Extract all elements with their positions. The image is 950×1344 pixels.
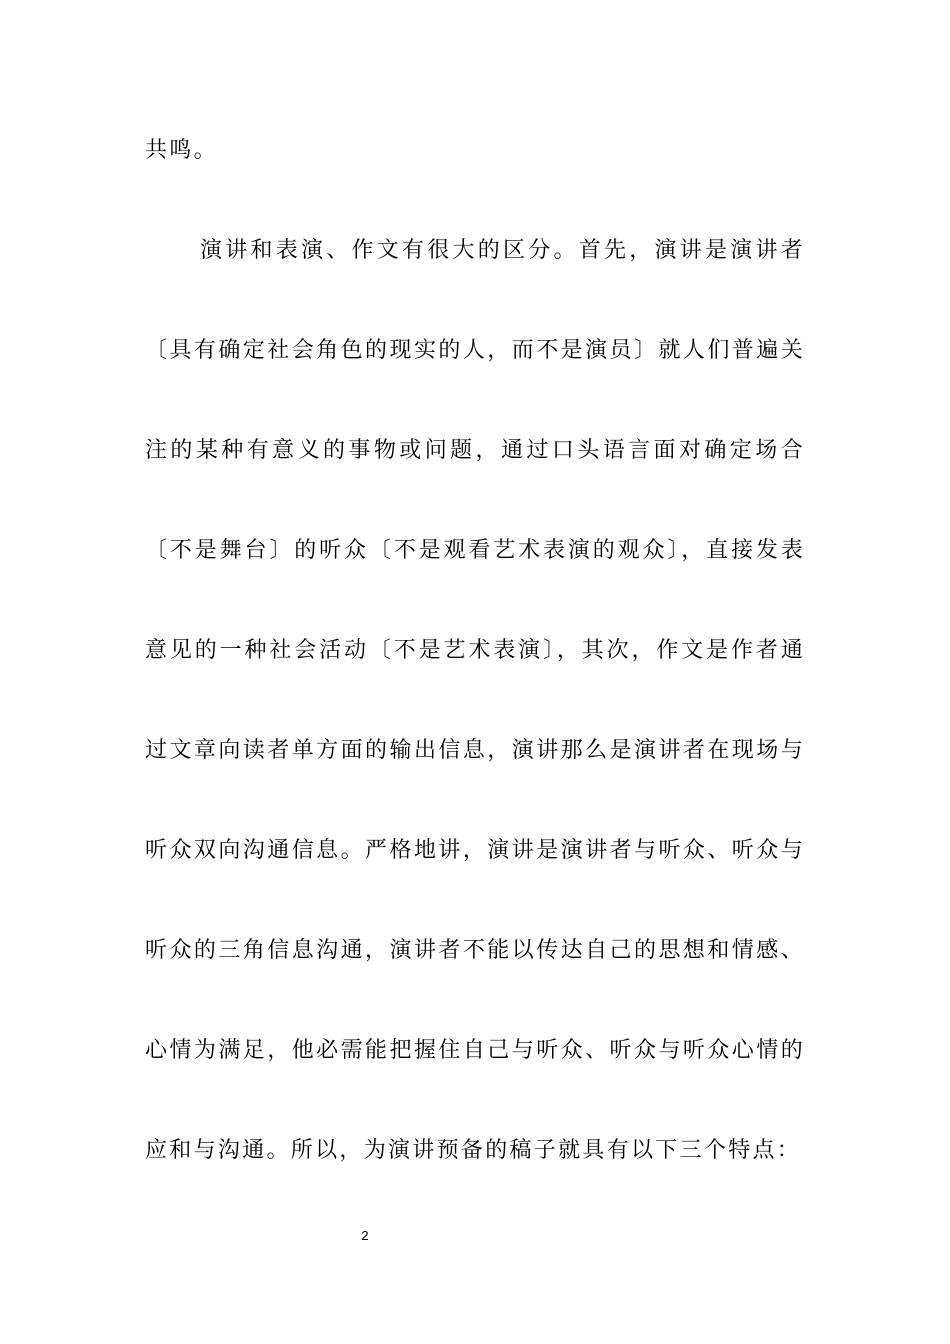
text-line-6: 意见的一种社会活动〔不是艺术表演〕，其次，作文是作者通 — [145, 638, 805, 663]
text-line-2: 演讲和表演、作文有很大的区分。首先，演讲是演讲者 — [200, 238, 805, 263]
text-line-8: 听众双向沟通信息。严格地讲，演讲是演讲者与听众、听众与 — [145, 838, 805, 863]
text-line-4: 注的某种有意义的事物或问题，通过口头语言面对确定场合 — [145, 438, 805, 463]
text-line-10: 心情为满足，他必需能把握住自己与听众、听众与听众心情的 — [145, 1038, 805, 1063]
text-line-11: 应和与沟通。所以，为演讲预备的稿子就具有以下三个特点： — [145, 1138, 802, 1163]
text-line-7: 过文章向读者单方面的输出信息，演讲那么是演讲者在现场与 — [145, 738, 805, 763]
text-line-9: 听众的三角信息沟通，演讲者不能以传达自己的思想和情感、 — [145, 938, 805, 963]
text-line-3: 〔具有确定社会角色的现实的人，而不是演员〕就人们普遍关 — [145, 338, 805, 363]
text-line-5: 〔不是舞台〕的听众〔不是观看艺术表演的观众〕，直接发表 — [145, 538, 805, 563]
page-number: 2 — [361, 1228, 369, 1243]
text-line-1: 共鸣。 — [145, 138, 218, 163]
